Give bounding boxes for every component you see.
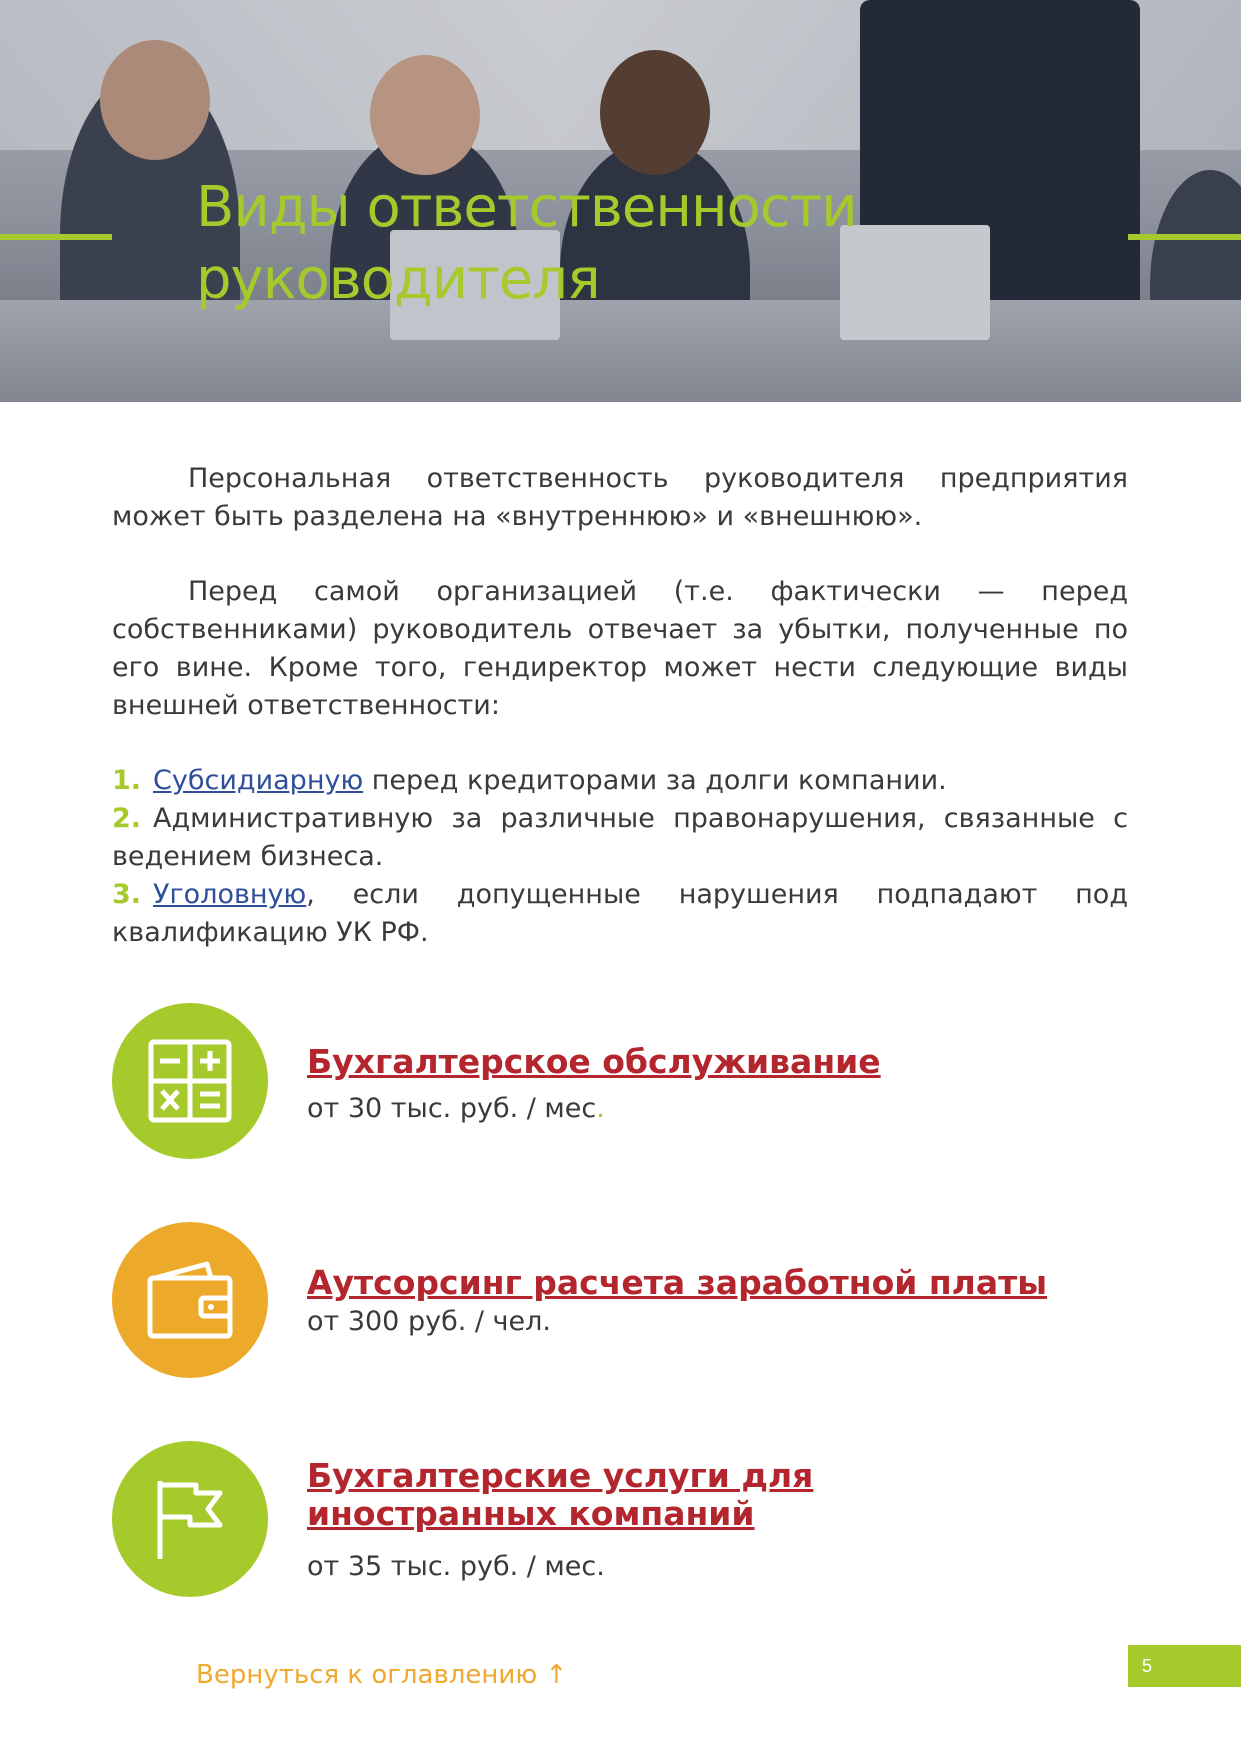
responsibility-list (112, 762, 1128, 952)
calculator-icon (148, 1039, 232, 1123)
service-foreign (112, 1441, 1132, 1601)
service-title-link[interactable]: Бухгалтерское обслуживание (307, 1042, 881, 1081)
hero-image (0, 0, 1241, 402)
subsidiary-link[interactable]: Субсидиарную (153, 765, 364, 796)
criminal-link[interactable]: Уголовную (153, 879, 307, 910)
list-item-text: , если допущенные нарушения подпадают под квалификацию УК РФ. (112, 879, 1128, 948)
service-icon-circle (112, 1441, 268, 1597)
back-to-contents-link[interactable]: Вернуться к оглавлению ↑ (196, 1660, 568, 1690)
service-price (307, 1091, 605, 1127)
wallet-icon (145, 1260, 235, 1340)
hero-divider-right (1128, 234, 1241, 240)
list-item-text: перед кредиторами за долги компании. (363, 765, 947, 796)
body-text (112, 460, 1128, 952)
list-number: 2. (112, 803, 142, 834)
page-number: 5 (1128, 1645, 1241, 1687)
page-title-line1: Виды ответственности (196, 175, 857, 240)
service-accounting (112, 1003, 1132, 1163)
service-icon-circle (112, 1003, 268, 1159)
page-title-line2: руководителя (196, 247, 600, 312)
flag-icon (150, 1477, 230, 1561)
service-title-link[interactable]: Бухгалтерские услуги для иностранных компаний (307, 1456, 814, 1533)
service-price: от 300 руб. / чел. (307, 1306, 551, 1337)
list-number: 3. (112, 879, 142, 910)
service-title-link[interactable]: Аутсорсинг расчета заработной платы (307, 1263, 1048, 1302)
service-payroll (112, 1222, 1132, 1382)
list-item (112, 800, 1128, 876)
paragraph-2: Перед самой организацией (т.е. фактически — перед собственниками) руководитель отвечает за убытки, полученные по его вине. Кроме того, гендиректор может нести следующие виды внешней ответственности: (112, 576, 1128, 721)
page-title (196, 172, 956, 316)
service-price-text: от 30 тыс. руб. / мес (307, 1093, 597, 1124)
list-item (112, 876, 1128, 952)
paragraph-1: Персональная ответственность руководителя предприятия может быть разделена на «внутреннюю» и «внешнюю». (112, 463, 1128, 532)
list-item-text: Административную за различные правонарушения, связанные с ведением бизнеса. (112, 803, 1128, 872)
list-item (112, 762, 1128, 800)
service-price: от 35 тыс. руб. / мес. (307, 1551, 605, 1582)
hero-divider-left (0, 234, 112, 240)
service-price-dot: . (596, 1093, 605, 1124)
service-icon-circle (112, 1222, 268, 1378)
list-number: 1. (112, 765, 142, 796)
